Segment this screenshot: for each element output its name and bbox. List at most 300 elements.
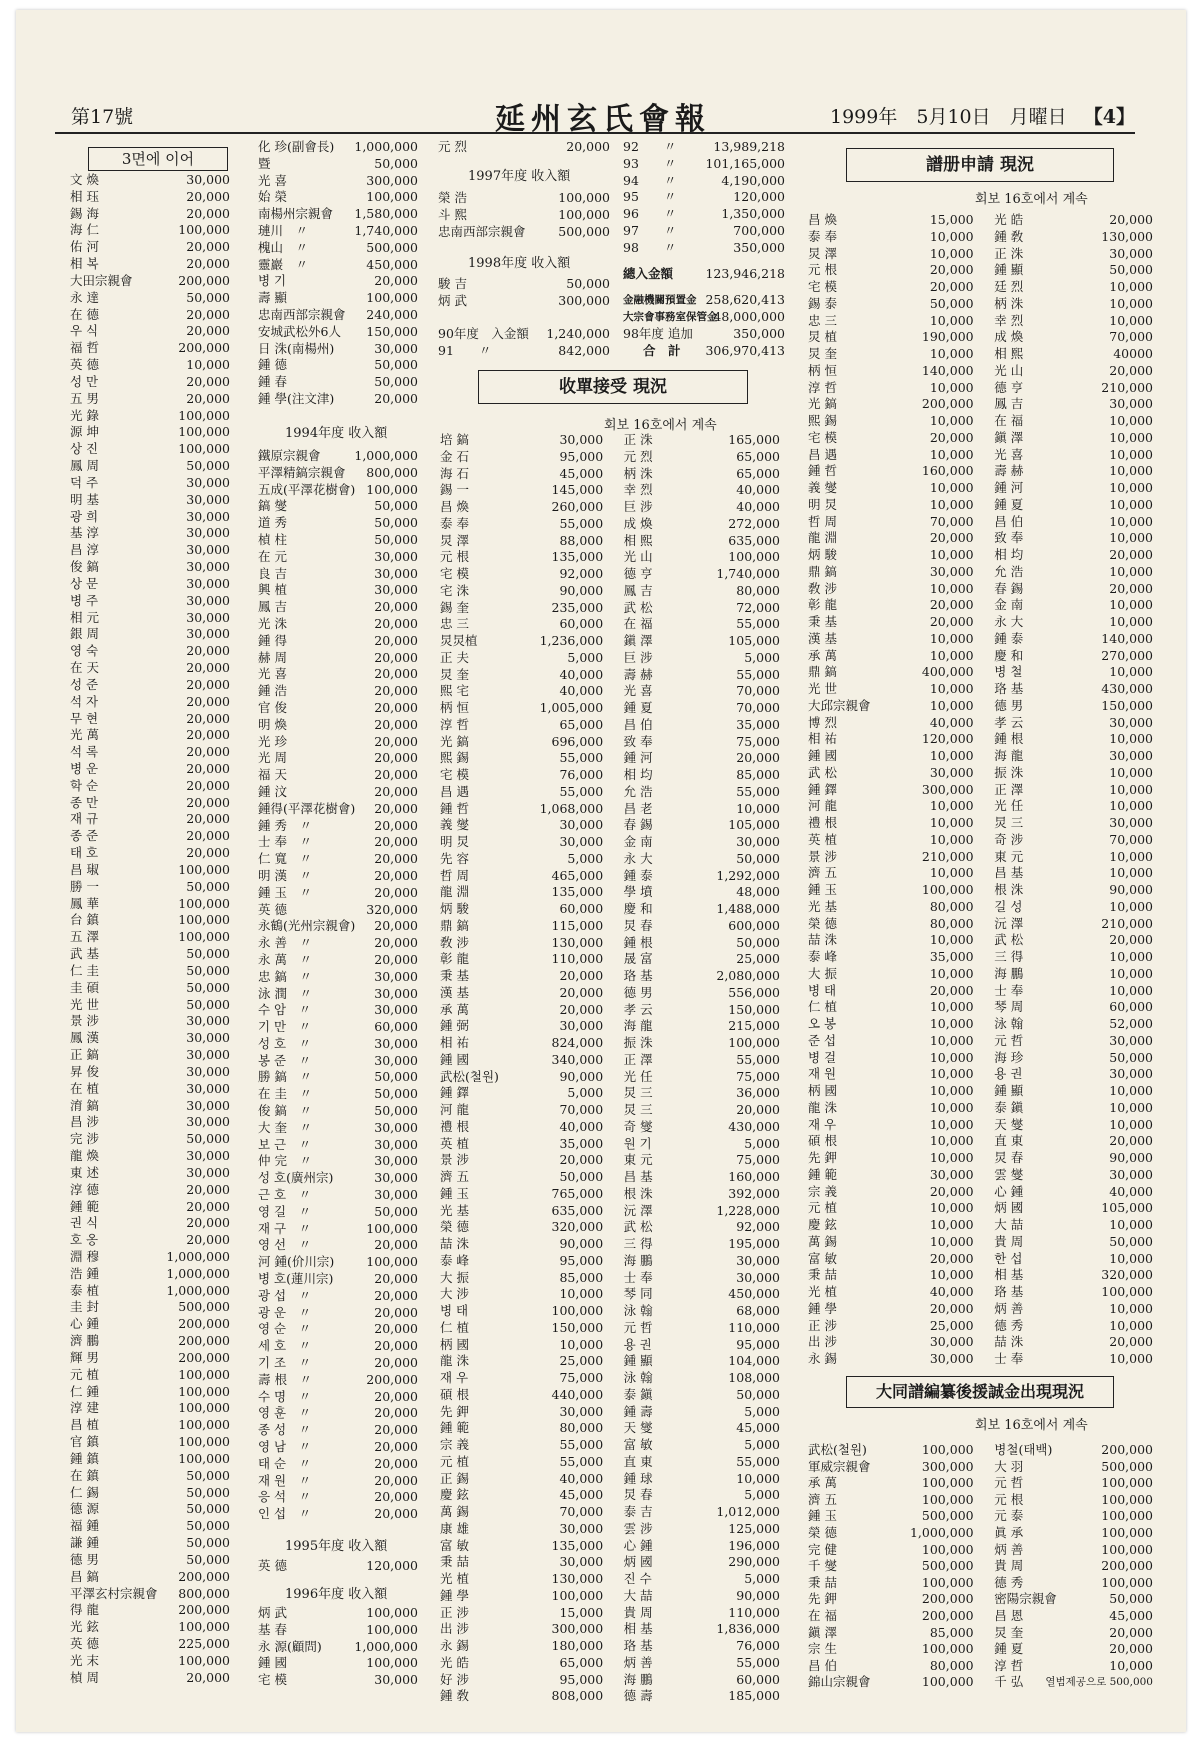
entry-row (440, 449, 780, 466)
donation-amount: 20,000 (374, 767, 418, 783)
entry-amount: 10,000 (1109, 798, 1153, 814)
donor-row (258, 1137, 418, 1154)
donor-row (258, 1405, 418, 1422)
entry-name: 大邱宗親會 (808, 697, 871, 713)
entry-row (808, 1284, 1153, 1301)
entry-name: 鼎 鎬 (440, 917, 469, 933)
entry-amount: 55,000 (736, 616, 780, 632)
entry-amount: 65,000 (736, 465, 780, 481)
donor-row (258, 1422, 418, 1439)
donation-amount: 100,000 (178, 929, 230, 945)
entry-amount: 80,000 (929, 1657, 974, 1673)
donation-amount: 30,000 (186, 172, 230, 187)
donor-row (258, 290, 418, 307)
entry-name: 鍾 國 (808, 748, 837, 763)
entry-amount: 40,000 (559, 1470, 604, 1486)
donor-name: 94 〃 (623, 172, 677, 188)
donor-row (70, 1468, 230, 1485)
entry-name: 天 燮 (994, 1116, 1024, 1132)
entry-name: 泰 峰 (808, 949, 837, 964)
donation-amount: 100,000 (178, 912, 230, 928)
entry-amount: 100,000 (1101, 1574, 1153, 1590)
donation-amount: 20,000 (186, 727, 230, 743)
donor-row (70, 1636, 230, 1653)
donor-name: 道 秀 (258, 515, 287, 531)
entry-amount: 30,000 (929, 563, 974, 579)
donor-name: 성 호 〃 (258, 1035, 312, 1051)
entry-name: 沅 澤 (623, 1202, 653, 1218)
donor-row (258, 599, 418, 616)
donor-row (70, 1384, 230, 1401)
entry-name: 秉 基 (440, 968, 469, 983)
entry-row (440, 516, 780, 533)
donor-name: 鳳 華 (70, 895, 99, 911)
entry-amount: 5,000 (567, 1085, 604, 1101)
donor-name: 源 坤 (70, 424, 99, 440)
entry-name: 준 섭 (808, 1032, 837, 1048)
donor-list-col2-a (258, 139, 418, 408)
donor-row (258, 717, 418, 734)
entry-amount: 40,000 (559, 683, 604, 699)
entry-amount: 20,000 (559, 984, 604, 1000)
entry-row (440, 583, 780, 600)
entry-row (440, 549, 780, 566)
bank-deposit-row: 金融機關預置金 258,620,413 (623, 292, 785, 307)
donation-amount: 30,000 (374, 1002, 418, 1018)
entry-amount: 90,000 (559, 582, 604, 598)
entry-name: 景 涉 (808, 848, 837, 864)
entry-name: 昌 遇 (808, 446, 837, 462)
donor-name: 鐵原宗親會 (258, 448, 321, 463)
donor-name: 태 순 〃 (258, 1455, 312, 1471)
donor-name: 英 德 (70, 1636, 99, 1652)
entry-row (808, 748, 1153, 765)
donor-name: 덕 주 (70, 474, 99, 490)
entry-row (808, 1492, 1153, 1509)
entry-name: 秉 喆 (808, 1267, 837, 1283)
entry-row (440, 1186, 780, 1203)
entry-amount: 272,000 (728, 515, 780, 531)
donor-row (70, 1670, 230, 1687)
entry-amount: 75,000 (736, 733, 780, 749)
entry-amount: 10,000 (929, 1267, 974, 1283)
page-number: 【4】 (1083, 106, 1135, 128)
donation-amount: 50,000 (186, 962, 230, 978)
entry-row (808, 1083, 1153, 1100)
donor-name: 96 〃 (623, 206, 677, 222)
donor-list-col2-b (258, 448, 418, 1523)
donor-row (70, 778, 230, 795)
entry-row (808, 1318, 1153, 1335)
donor-name: 仲 完 〃 (258, 1153, 312, 1169)
donor-name: 相 珏 (70, 188, 99, 204)
entry-name: 昌 遇 (440, 783, 469, 799)
donor-row (258, 1103, 418, 1120)
donation-amount: 101,165,000 (705, 155, 785, 171)
donor-name: 福 哲 (70, 340, 99, 356)
entry-row (808, 430, 1153, 447)
donor-row (70, 1064, 230, 1081)
entry-name: 龍 淵 (808, 530, 837, 546)
entry-amount: 10,000 (1109, 1250, 1153, 1266)
entry-amount: 25,000 (736, 951, 780, 967)
entry-amount: 10,000 (929, 748, 974, 763)
donor-row (258, 1506, 418, 1523)
donor-name: 龍 煥 (70, 1148, 99, 1164)
entry-name: 원 기 (623, 1135, 652, 1151)
entry-amount: 55,000 (559, 515, 604, 531)
entry-amount: 100,000 (921, 1541, 974, 1557)
entry-name: 鍾 根 (623, 934, 653, 950)
donor-name: 光 萬 (70, 727, 99, 743)
entry-name: 德 男 (994, 697, 1024, 713)
entry-name: 正 涉 (808, 1317, 837, 1333)
entry-name: 鍾 根 (994, 731, 1024, 747)
donor-name: 光 洙 (258, 615, 287, 631)
entry-amount: 10,000 (929, 681, 974, 696)
entry-amount: 90,000 (559, 1068, 604, 1084)
donation-amount: 30,000 (186, 508, 230, 524)
entry-name: 柄 洙 (994, 295, 1024, 311)
entry-amount: 115,000 (551, 917, 604, 933)
donation-amount: 20,000 (374, 817, 418, 833)
entry-row (440, 817, 780, 834)
donation-amount: 30,000 (186, 1030, 230, 1046)
entry-name: 博 烈 (808, 714, 837, 730)
entry-amount: 500,000 (921, 1508, 974, 1524)
entry-name: 光 鎬 (808, 396, 837, 412)
donation-amount: 20,000 (186, 744, 230, 760)
donor-name: 태 호 (70, 845, 99, 861)
donor-row (258, 818, 418, 835)
entry-amount: 20,000 (1109, 1133, 1153, 1149)
entry-amount: 135,000 (551, 884, 604, 900)
entry-row (440, 1320, 780, 1337)
entry-name: 炳 善 (994, 1300, 1024, 1316)
entry-name: 海 鵬 (623, 1252, 653, 1268)
donor-name: 석 록 (70, 744, 99, 760)
donor-name: 福 鍾 (70, 1518, 99, 1534)
entry-amount: 10,000 (929, 1200, 974, 1216)
entry-name: 武松(철원) (440, 1068, 499, 1084)
donor-row (70, 1148, 230, 1165)
entry-row (440, 985, 780, 1002)
entry-row (440, 834, 780, 851)
donation-amount: 20,000 (186, 1181, 230, 1197)
entry-name: 敎 涉 (808, 580, 837, 596)
entry-row (440, 1538, 780, 1555)
donation-amount: 50,000 (186, 878, 230, 894)
donor-row (438, 276, 610, 293)
entry-name: 明 炅 (440, 834, 469, 849)
entry-amount: 430,000 (1101, 681, 1153, 696)
entry-name: 光 植 (440, 1571, 469, 1586)
entry-name: 雲 涉 (623, 1520, 653, 1536)
donor-row (258, 1305, 418, 1322)
total-income-row: 總入金額 123,946,218 (623, 266, 785, 281)
entry-amount: 20,000 (929, 614, 974, 629)
entry-name: 元 哲 (623, 1319, 653, 1335)
donation-amount: 50,000 (186, 1467, 230, 1483)
donation-amount: 30,000 (374, 1187, 418, 1203)
donation-amount: 20,000 (374, 1472, 418, 1488)
entry-name: 龍 洙 (808, 1099, 837, 1115)
entry-name: 碩 根 (440, 1386, 469, 1402)
donation-amount: 30,000 (186, 559, 230, 575)
donor-row (623, 223, 785, 240)
donor-row (70, 1081, 230, 1098)
donor-row (70, 273, 230, 290)
entry-name: 炳 善 (994, 1541, 1024, 1557)
entry-amount: 35,000 (736, 716, 780, 732)
donor-row (70, 492, 230, 509)
entry-name: 哲 周 (440, 867, 469, 883)
donor-row (258, 902, 418, 919)
donor-name: 英 德 (70, 357, 99, 373)
entry-amount: 10,000 (929, 446, 974, 462)
entry-amount: 120,000 (921, 731, 974, 747)
entry-amount: 10,000 (736, 800, 780, 816)
entry-amount: 30,000 (736, 1269, 780, 1285)
entry-name: 鍾 哲 (808, 463, 837, 479)
entry-amount: 5,000 (744, 1403, 780, 1419)
entry-amount: 5,000 (567, 850, 604, 866)
entry-name: 相 基 (994, 1267, 1024, 1283)
donor-row (258, 324, 418, 341)
donor-name: 五 澤 (70, 929, 99, 945)
entry-name: 密陽宗親會 (994, 1591, 1057, 1607)
entry-name: 金 南 (994, 597, 1024, 613)
donor-name: 忠 鎬 〃 (258, 968, 312, 984)
donor-row (258, 240, 418, 257)
entry-amount: 1,236,000 (539, 633, 604, 648)
entry-name: 相 均 (994, 547, 1024, 562)
entry-amount: 90,000 (1109, 882, 1153, 897)
donor-row (70, 1249, 230, 1266)
entry-name: 正 夫 (440, 649, 469, 665)
donation-amount: 100,000 (178, 861, 230, 877)
donor-row (70, 828, 230, 845)
entry-name: 慶 和 (623, 901, 653, 916)
entry-row (440, 1152, 780, 1169)
donor-name: 종 만 (70, 794, 99, 810)
donor-name: 始 榮 (258, 189, 287, 205)
entry-amount: 1,012,000 (716, 1504, 780, 1519)
donation-amount: 30,000 (374, 1136, 418, 1152)
entry-name: 榮 德 (808, 915, 837, 931)
entry-amount: 150,000 (1101, 697, 1153, 713)
donor-row (258, 1036, 418, 1053)
entry-amount: 70,000 (736, 683, 780, 699)
donor-name: 재 원 〃 (258, 1472, 312, 1488)
entry-amount: 10,000 (929, 1066, 974, 1082)
entry-amount: 60,000 (559, 616, 604, 632)
entry-amount: 215,000 (728, 1018, 780, 1034)
donation-amount: 20,000 (374, 834, 418, 850)
entry-amount: 100,000 (728, 549, 780, 565)
entry-amount: 90,000 (559, 1236, 604, 1251)
entry-amount: 10,000 (929, 480, 974, 495)
entry-amount: 20,000 (929, 429, 974, 445)
donor-name: 正 鎬 (70, 1047, 99, 1063)
entry-amount: 10,000 (1109, 463, 1153, 479)
donor-name: 昇 俊 (70, 1063, 99, 1079)
entry-row (808, 664, 1153, 681)
entry-name: 康 雄 (440, 1520, 469, 1536)
entry-amount: 110,000 (728, 1319, 780, 1335)
entry-name: 大 振 (808, 965, 837, 981)
donation-amount: 30,000 (186, 1164, 230, 1180)
donation-amount: 20,000 (374, 867, 418, 883)
donor-list-col1 (70, 172, 230, 1687)
entry-amount: 10,000 (1109, 279, 1153, 294)
entry-amount: 95,000 (559, 1671, 604, 1687)
donor-row (258, 1069, 418, 1086)
donation-amount: 30,000 (186, 1047, 230, 1063)
entry-name: 珞 基 (623, 1638, 653, 1653)
entry-amount: 10,000 (1109, 982, 1153, 998)
entry-amount: 150,000 (551, 1319, 604, 1335)
entry-amount: 180,000 (551, 1638, 604, 1653)
entry-amount: 1,068,000 (539, 800, 604, 816)
donor-row (623, 173, 785, 190)
entry-row (808, 1525, 1153, 1542)
entry-row (808, 1117, 1153, 1134)
donor-row (70, 1299, 230, 1316)
entry-row (440, 1002, 780, 1019)
donation-amount: 100,000 (366, 1254, 418, 1270)
donation-amount: 20,000 (186, 1215, 230, 1231)
entry-row (808, 1508, 1153, 1525)
donation-amount: 20,000 (374, 599, 418, 615)
entry-amount: 235,000 (551, 599, 604, 615)
entry-row (808, 1658, 1153, 1675)
donor-row (70, 946, 230, 963)
entry-name: 宅 洙 (440, 582, 469, 598)
entry-row (808, 1674, 1153, 1691)
entry-amount: 10,000 (559, 1336, 604, 1352)
donor-row (258, 582, 418, 599)
donation-amount: 800,000 (366, 464, 418, 480)
entry-name: 正 洙 (623, 432, 653, 447)
entry-name: 仁 植 (808, 999, 837, 1015)
entry-name: 相 均 (623, 767, 653, 782)
entry-name: 鍾 壽 (623, 1403, 653, 1419)
entry-row (808, 782, 1153, 799)
entry-amount: 30,000 (1109, 245, 1153, 261)
entry-row (440, 1638, 780, 1655)
entry-row (440, 935, 780, 952)
donor-row (258, 139, 418, 156)
donor-name: 95 〃 (623, 189, 677, 205)
entry-amount: 55,000 (736, 1453, 780, 1469)
entry-row (440, 1521, 780, 1538)
entry-name: 廷 烈 (994, 279, 1024, 294)
entry-name: 春 錫 (623, 817, 653, 833)
donor-row (258, 391, 418, 408)
entry-name: 根 洙 (623, 1185, 653, 1201)
donor-name: 俊 鎬 (70, 559, 99, 575)
entry-row (808, 262, 1153, 279)
entry-amount: 10,000 (1109, 597, 1153, 613)
donation-amount: 50,000 (374, 1069, 418, 1085)
donor-row (70, 509, 230, 526)
entry-name: 巨 涉 (623, 499, 653, 514)
entry-amount: 20,000 (929, 1250, 974, 1266)
entry-row (808, 798, 1153, 815)
donor-name: 武 基 (70, 946, 99, 962)
entry-name: 珞 基 (994, 681, 1024, 696)
receipt-status-box: 收單接受 現況 (478, 370, 748, 404)
entry-row (440, 1471, 780, 1488)
donor-row (70, 239, 230, 256)
entry-row (808, 1133, 1153, 1150)
entry-amount: 30,000 (1109, 714, 1153, 730)
donor-row (258, 1622, 418, 1639)
donor-name: 光 喜 (258, 666, 287, 682)
donor-name: 호 옹 (70, 1232, 99, 1248)
entry-row (440, 868, 780, 885)
donor-name: 大 奎 〃 (258, 1119, 312, 1135)
donation-amount: 10,000 (186, 357, 230, 373)
donation-amount: 500,000 (178, 1299, 230, 1315)
donation-amount: 30,000 (186, 592, 230, 608)
donor-name: 靈巖 〃 (258, 256, 309, 272)
income-1996-rows (438, 139, 610, 156)
donor-row (70, 643, 230, 660)
donor-name: 鍾 玉 〃 (258, 884, 312, 900)
donor-name: 영 남 〃 (258, 1439, 312, 1455)
donation-amount: 20,000 (186, 306, 230, 322)
entry-name: 河 龍 (440, 1102, 469, 1117)
donor-row (70, 1552, 230, 1569)
entry-amount: 450,000 (728, 1286, 780, 1302)
entry-name: 完 健 (808, 1541, 837, 1557)
donation-amount: 20,000 (186, 794, 230, 810)
entry-name: 在 福 (994, 413, 1024, 428)
entry-name: 鍾 哲 (440, 800, 469, 816)
donation-amount: 225,000 (178, 1636, 230, 1652)
donation-amount: 120,000 (366, 1558, 418, 1573)
donation-amount: 1,740,000 (354, 222, 418, 238)
entry-row (808, 1150, 1153, 1167)
entry-row (808, 765, 1153, 782)
entry-amount: 100,000 (1101, 1508, 1153, 1524)
donation-amount: 20,000 (374, 1287, 418, 1303)
entry-name: 心 鍾 (623, 1537, 653, 1553)
entry-amount: 30,000 (1109, 1166, 1153, 1182)
donation-amount: 30,000 (374, 565, 418, 581)
donor-row (258, 1655, 418, 1672)
entry-name: 秉 基 (808, 614, 837, 629)
donor-name: 炳 武 (258, 1605, 287, 1620)
income-1998-rows (438, 276, 610, 310)
entry-row (440, 951, 780, 968)
income-row-90: 90年度 入金額 1,240,000 (438, 326, 610, 341)
donor-row (70, 694, 230, 711)
donor-name: 英 德 (258, 901, 287, 917)
donor-name: 鍾 得 (258, 632, 287, 648)
entry-name: 淳 哲 (440, 716, 469, 732)
entry-row (440, 1588, 780, 1605)
donor-name: 鎬 燮 (258, 498, 287, 514)
donor-row (258, 683, 418, 700)
donation-amount: 200,000 (178, 1333, 230, 1349)
entry-name: 萬 錫 (808, 1233, 837, 1249)
donor-name: 永 源(顧問) (258, 1638, 322, 1654)
donation-amount: 1,000,000 (354, 448, 418, 463)
entry-row (440, 767, 780, 784)
